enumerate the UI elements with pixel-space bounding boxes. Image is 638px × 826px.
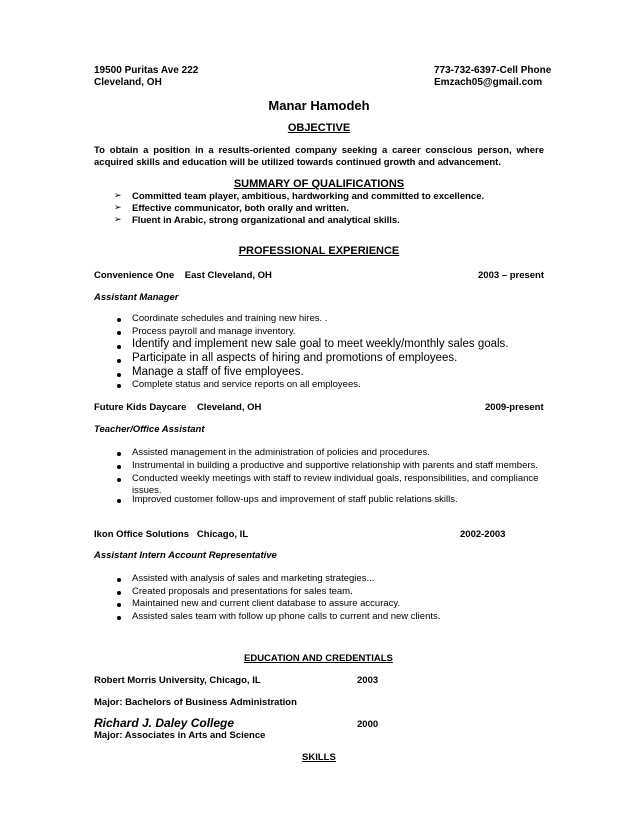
bullet-icon bbox=[117, 384, 121, 388]
qualification-item: Committed team player, ambitious, hardworking and committed to excellence. bbox=[132, 191, 485, 202]
job-title: Assistant Intern Account Representative bbox=[94, 550, 277, 561]
arrow-bullet-icon: ➢ bbox=[114, 202, 122, 212]
job-duty: Complete status and service reports on all employees. bbox=[132, 379, 361, 390]
job-duty-continued: issues. bbox=[132, 485, 162, 496]
job-employer: Future Kids Daycare Cleveland, OH bbox=[94, 402, 262, 413]
job-duty: Participate in all aspects of hiring and promotions of employees. bbox=[132, 352, 458, 364]
skills-heading: SKILLS bbox=[302, 752, 336, 763]
bullet-icon bbox=[117, 591, 121, 595]
school-name: Robert Morris University, Chicago, IL bbox=[94, 675, 261, 686]
bullet-icon bbox=[117, 578, 121, 582]
job-dates: 2003 – present bbox=[478, 270, 545, 281]
school-year: 2000 bbox=[357, 719, 379, 730]
email: Emzach05@gmail.com bbox=[434, 77, 543, 88]
bullet-icon bbox=[117, 331, 121, 335]
objective-line-2: acquired skills and education will be utilized towards continued growth and advancement. bbox=[94, 157, 501, 168]
bullet-icon bbox=[117, 373, 121, 377]
job-duty: Identify and implement new sale goal to meet weekly/monthly sales goals. bbox=[132, 338, 509, 350]
job-duty: Process payroll and manage inventory. bbox=[132, 326, 296, 337]
phone: 773-732-6397-Cell Phone bbox=[434, 65, 552, 76]
bullet-icon bbox=[117, 359, 121, 363]
job-duty: Assisted sales team with follow up phone calls to current and new clients. bbox=[132, 611, 441, 622]
job-dates: 2002-2003 bbox=[460, 529, 506, 540]
summary-heading: SUMMARY OF QUALIFICATIONS bbox=[233, 178, 405, 190]
address-line-1: 19500 Puritas Ave 222 bbox=[94, 65, 199, 76]
job-duty: Improved customer follow-ups and improvement of staff public relations skills. bbox=[132, 494, 458, 505]
job-duty: Coordinate schedules and training new hires. . bbox=[132, 313, 328, 324]
bullet-icon bbox=[117, 603, 121, 607]
qualification-item: Fluent in Arabic, strong organizational and analytical skills. bbox=[132, 215, 400, 226]
bullet-icon bbox=[117, 452, 121, 456]
bullet-icon bbox=[117, 465, 121, 469]
job-employer: Ikon Office Solutions Chicago, IL bbox=[94, 529, 249, 540]
arrow-bullet-icon: ➢ bbox=[114, 214, 122, 224]
school-name: Richard J. Daley College bbox=[94, 716, 235, 730]
experience-heading: PROFESSIONAL EXPERIENCE bbox=[238, 245, 400, 257]
job-duty: Assisted management in the administration of policies and procedures. bbox=[132, 447, 430, 458]
arrow-bullet-icon: ➢ bbox=[114, 190, 122, 200]
bullet-icon bbox=[117, 345, 121, 349]
job-title: Teacher/Office Assistant bbox=[94, 424, 205, 435]
job-dates: 2009-present bbox=[485, 402, 544, 413]
job-employer: Convenience One East Cleveland, OH bbox=[94, 270, 272, 281]
school-major: Major: Bachelors of Business Administration bbox=[94, 697, 297, 708]
job-duty: Instrumental in building a productive and supportive relationship with parents and staff members. bbox=[132, 460, 538, 471]
bullet-icon bbox=[117, 499, 121, 503]
job-title: Assistant Manager bbox=[94, 292, 179, 303]
job-duty: Created proposals and presentations for sales team. bbox=[132, 586, 353, 597]
objective-heading: OBJECTIVE bbox=[287, 122, 351, 134]
candidate-name: Manar Hamodeh bbox=[268, 98, 370, 113]
address-line-2: Cleveland, OH bbox=[94, 77, 162, 88]
job-duty: Conducted weekly meetings with staff to review individual goals, responsibilities, and compliance bbox=[132, 473, 539, 484]
education-heading: EDUCATION AND CREDENTIALS bbox=[244, 653, 393, 664]
objective-line-1: To obtain a position in a results-oriented company seeking a career conscious person, where bbox=[94, 145, 544, 156]
bullet-icon bbox=[117, 318, 121, 322]
job-duty: Manage a staff of five employees. bbox=[132, 366, 304, 378]
bullet-icon bbox=[117, 616, 121, 620]
school-year: 2003 bbox=[357, 675, 379, 686]
qualification-item: Effective communicator, both orally and written. bbox=[132, 203, 349, 214]
school-major: Major: Associates in Arts and Science bbox=[94, 730, 266, 741]
job-duty: Assisted with analysis of sales and marketing strategies... bbox=[132, 573, 375, 584]
job-duty: Maintained new and current client database to assure accuracy. bbox=[132, 598, 401, 609]
bullet-icon bbox=[117, 478, 121, 482]
